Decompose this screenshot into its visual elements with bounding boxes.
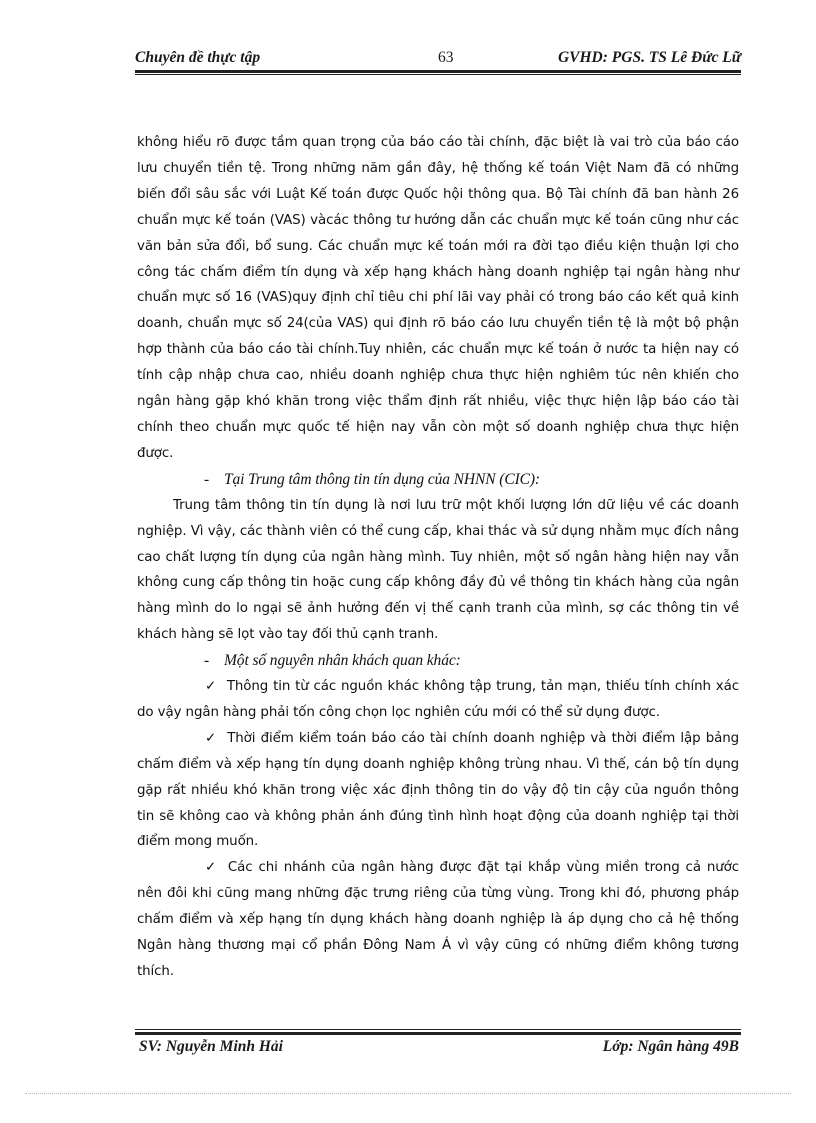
subheading-other-causes-text: Một số nguyên nhân khách quan khác: [224,652,461,670]
footer-class: Lớp: Ngân hàng 49B [602,1038,739,1055]
header-rule-thin [135,74,741,75]
checkmark-icon: ✓ [205,730,218,746]
checkmark-icon: ✓ [205,679,217,695]
subheading-cic [137,467,739,493]
footer-rule-thick [135,1032,741,1035]
check-item-2-text: Thời điểm kiểm toán báo cáo tài chính doanh nghiệp và thời điểm lập bảng chấm điểm và xếp hạng tín dụng doanh nghiệp không trùng nhau. Vì thế, cán bộ tín dụng gặp rất nhiều khó khăn trong việc xác định thông tin do vậy độ tin cậy của nguồn thông tin sẽ không cao và không phản ánh đúng tình hình hoạt động của doanh nghiệp tại thời điểm mong muốn. [137,730,739,850]
check-item-3-text: Các chi nhánh của ngân hàng được đặt tại khắp vùng miền trong cả nước nên đôi khi cũng mang những đặc trưng riêng của từng vùng. Trong khi đó, phương pháp chấm điểm và xếp hạng tín dụng khách hàng doanh nghiệp là áp dụng cho cả hệ thống Ngân hàng thương mại cổ phần Đông Nam Á vì vậy cũng có những điểm không tương thích. [137,860,739,979]
page-header [135,46,741,70]
header-supervisor: GVHD: PGS. TS Lê Đức Lữ [557,49,741,66]
document-body [137,130,739,985]
footer-rule-thin [135,1029,741,1030]
check-item-1 [137,674,739,726]
check-item-3 [137,855,739,985]
dash-bullet: - [204,470,210,488]
checkmark-icon: ✓ [205,860,218,876]
page-footer [135,1038,741,1062]
page-bottom-dotted-line [25,1093,791,1094]
footer-student: SV: Nguyễn Minh Hải [139,1038,283,1055]
header-rule-thick [135,70,741,73]
paragraph-2: Trung tâm thông tin tín dụng là nơi lưu trữ một khối lượng lớn dữ liệu về các doanh nghiệp. Vì vậy, các thành viên có thể cung cấp, khai thác và sử dụng nhằm mục đích nâng cao chất lượng tín dụng của ngân hàng mình. Tuy nhiên, một số ngân hàng hiện nay vẫn không cung cấp thông tin hoặc cung cấp không đầy đủ về thông tin khách hàng của ngân hàng mình do lo ngại sẽ ảnh hưởng đến vị thế cạnh tranh của mình, sợ các thông tin về khách hàng sẽ lọt vào tay đối thủ cạnh tranh. [137,497,739,643]
check-item-1-text: Thông tin từ các nguồn khác không tập trung, tản mạn, thiếu tính chính xác do vậy ngân hàng phải tốn công chọn lọc nghiên cứu mới có thể sử dụng được. [137,679,739,720]
page-number: 63 [438,49,454,66]
subheading-cic-text: Tại Trung tâm thông tin tín dụng của NHNN (CIC): [224,470,540,488]
paragraph-1: không hiểu rõ được tầm quan trọng của báo cáo tài chính, đặc biệt là vai trò của báo cáo lưu chuyển tiền tệ. Trong những năm gần đây, hệ thống kế toán Việt Nam đã có những biến đổi sâu sắc với Luật Kế toán được Quốc hội thông qua. Bộ Tài chính đã ban hành 26 chuẩn mực kế toán (VAS) vàcác thông tư hướng dẫn các chuẩn mực kế toán cũng như các văn bản sửa đổi, bổ sung. Các chuẩn mực kế toán mới ra đời tạo điều kiện thuận lợi cho công tác chấm điểm tín dụng và xếp hạng khách hàng doanh nghiệp tại ngân hàng như chuẩn mực số 16 (VAS)quy định chỉ tiêu chi phí lãi vay phải có trong báo cáo kết quả kinh doanh, chuẩn mực số 24(của VAS) qui định rõ báo cáo lưu chuyển tiền tệ là một bộ phận hợp thành của báo cáo tài chính.Tuy nhiên, các chuẩn mực kế toán ở nước ta hiện nay có tính cập nhập chưa cao, nhiều doanh nghiệp chưa thực hiện nghiêm túc nên khiến cho ngân hàng gặp khó khăn trong việc thẩm định rất nhiều, việc thực hiện lập báo cáo tài chính theo chuẩn mực quốc tế hiện nay vẫn còn một số doanh nghiệp chưa thực hiện được. [137,135,739,461]
check-item-2 [137,726,739,856]
dash-bullet: - [204,652,210,670]
subheading-other-causes [137,648,739,674]
header-title: Chuyên đề thực tập [135,49,261,66]
